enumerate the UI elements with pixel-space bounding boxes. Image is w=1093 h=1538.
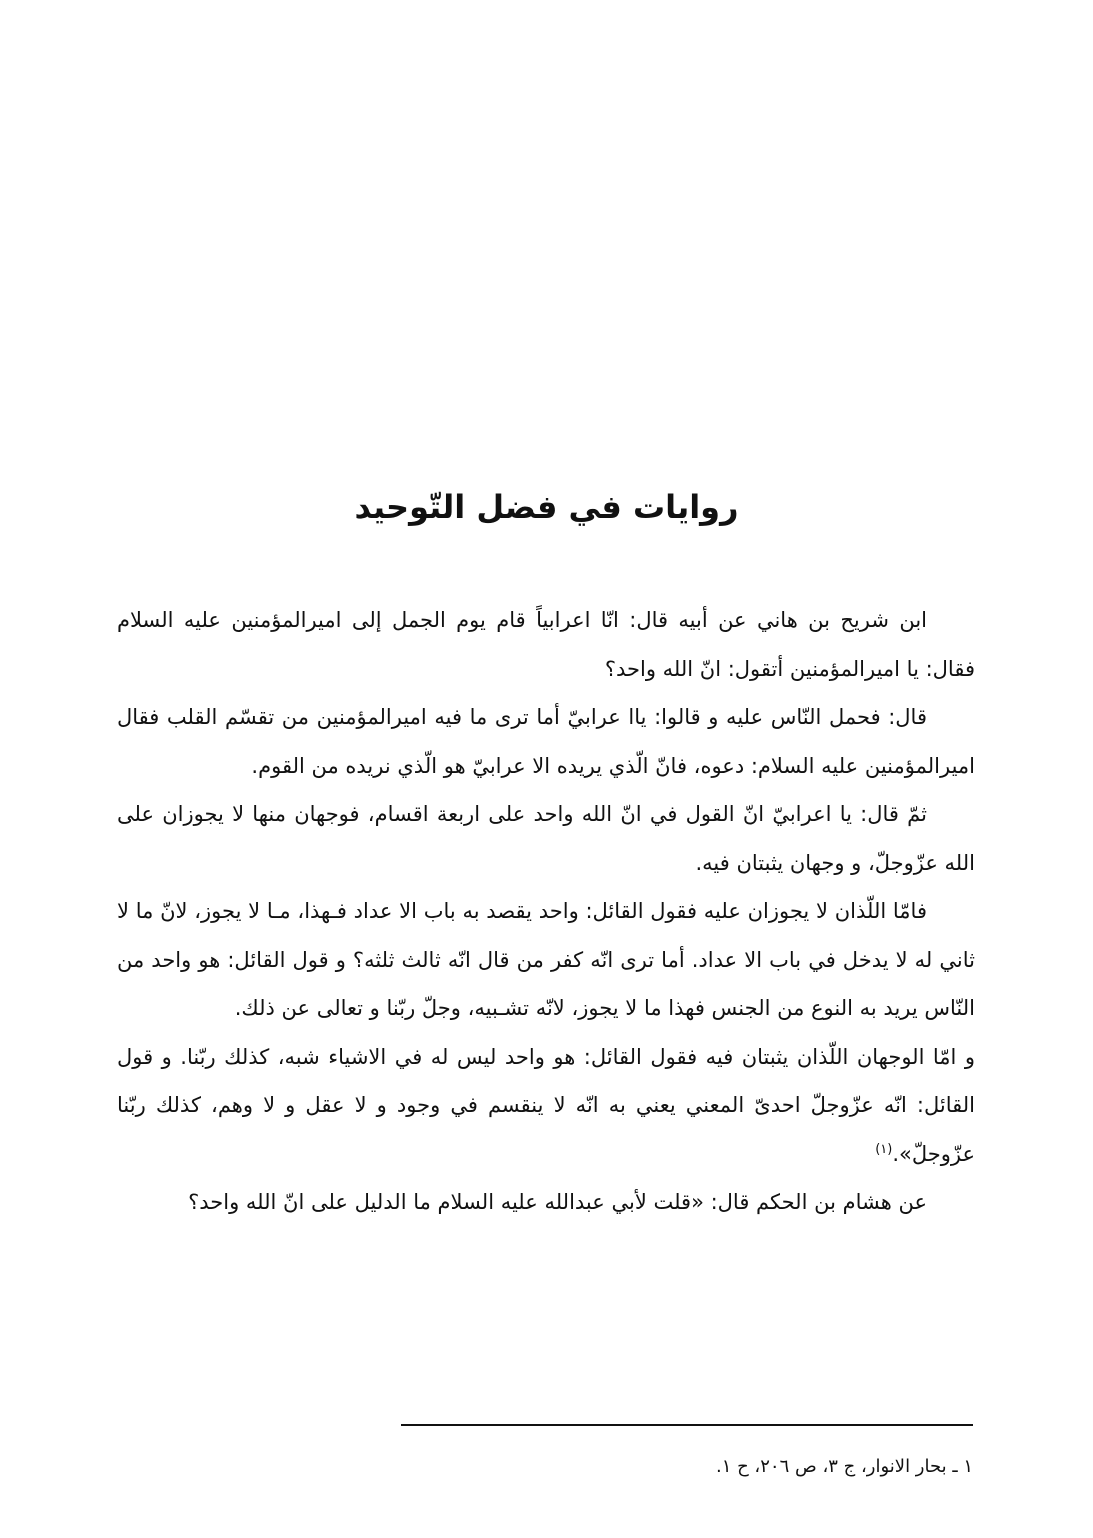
paragraph-4: فامّا اللّذان لا يجوزان عليه فقول القائل: واحد يقصد به باب الا عداد فـهذا، مـا لا يجوز، لانّ ما لا ثاني له لا يدخل في باب الا عداد. أما ترى انّه كفر من قال انّه ثالث ثلثه؟ و قول القائل: هو واحد من النّاس يريد به النوع من الجنس فهذا ما لا يجوز، لانّه تشـبيه، وجلّ ربّنا و تعالى عن ذلك. [117,899,975,1020]
paragraph-5 [117,1033,975,1179]
body-text [117,596,975,1227]
footnote-divider [401,1424,973,1426]
paragraph-1: ابن شريح بن هاني عن أبيه قال: انّا اعرابياً قام يوم الجمل إلى اميرالمؤمنين عليه السلام فقال: يا اميرالمؤمنين أتقول: انّ الله واحد؟ [117,608,975,681]
paragraph-5-text: و امّا الوجهان اللّذان يثبتان فيه فقول القائل: هو واحد ليس له في الاشياء شبه، كذلك ربّنا. و قول القائل: انّه عزّوجلّ احدىّ المعني يعني به انّه لا ينقسم في وجود و لا عقل و لا وهم، كذلك ربّنا عزّوجلّ». [117,1044,975,1166]
paragraph-3: ثمّ قال: يا اعرابيّ انّ القول في انّ الله واحد على اربعة اقسام، فوجهان منها لا يجوزان على الله عزّوجلّ، و وجهان يثبتان فيه. [117,802,975,875]
paragraph-2: قال: فحمل النّاس عليه و قالوا: ياا عرابيّ أما ترى ما فيه اميرالمؤمنين من تقسّم القلب فقال اميرالمؤمنين عليه السلام: دعوه، فانّ الّذي يريده الا عرابيّ هو الّذي نريده من القوم. [117,705,975,778]
paragraph-6: عن هشام بن الحكم قال: «قلت لأبي عبدالله عليه السلام ما الدليل على انّ الله واحد؟ [188,1190,927,1214]
footnote-reference: (١) [875,1141,893,1157]
chapter-title: روايات في فضل التّوحيد [354,488,739,526]
footnote: ١ ـ بحار الانوار، ج ٣، ص ٢٠٦، ح ١. [715,1456,973,1477]
